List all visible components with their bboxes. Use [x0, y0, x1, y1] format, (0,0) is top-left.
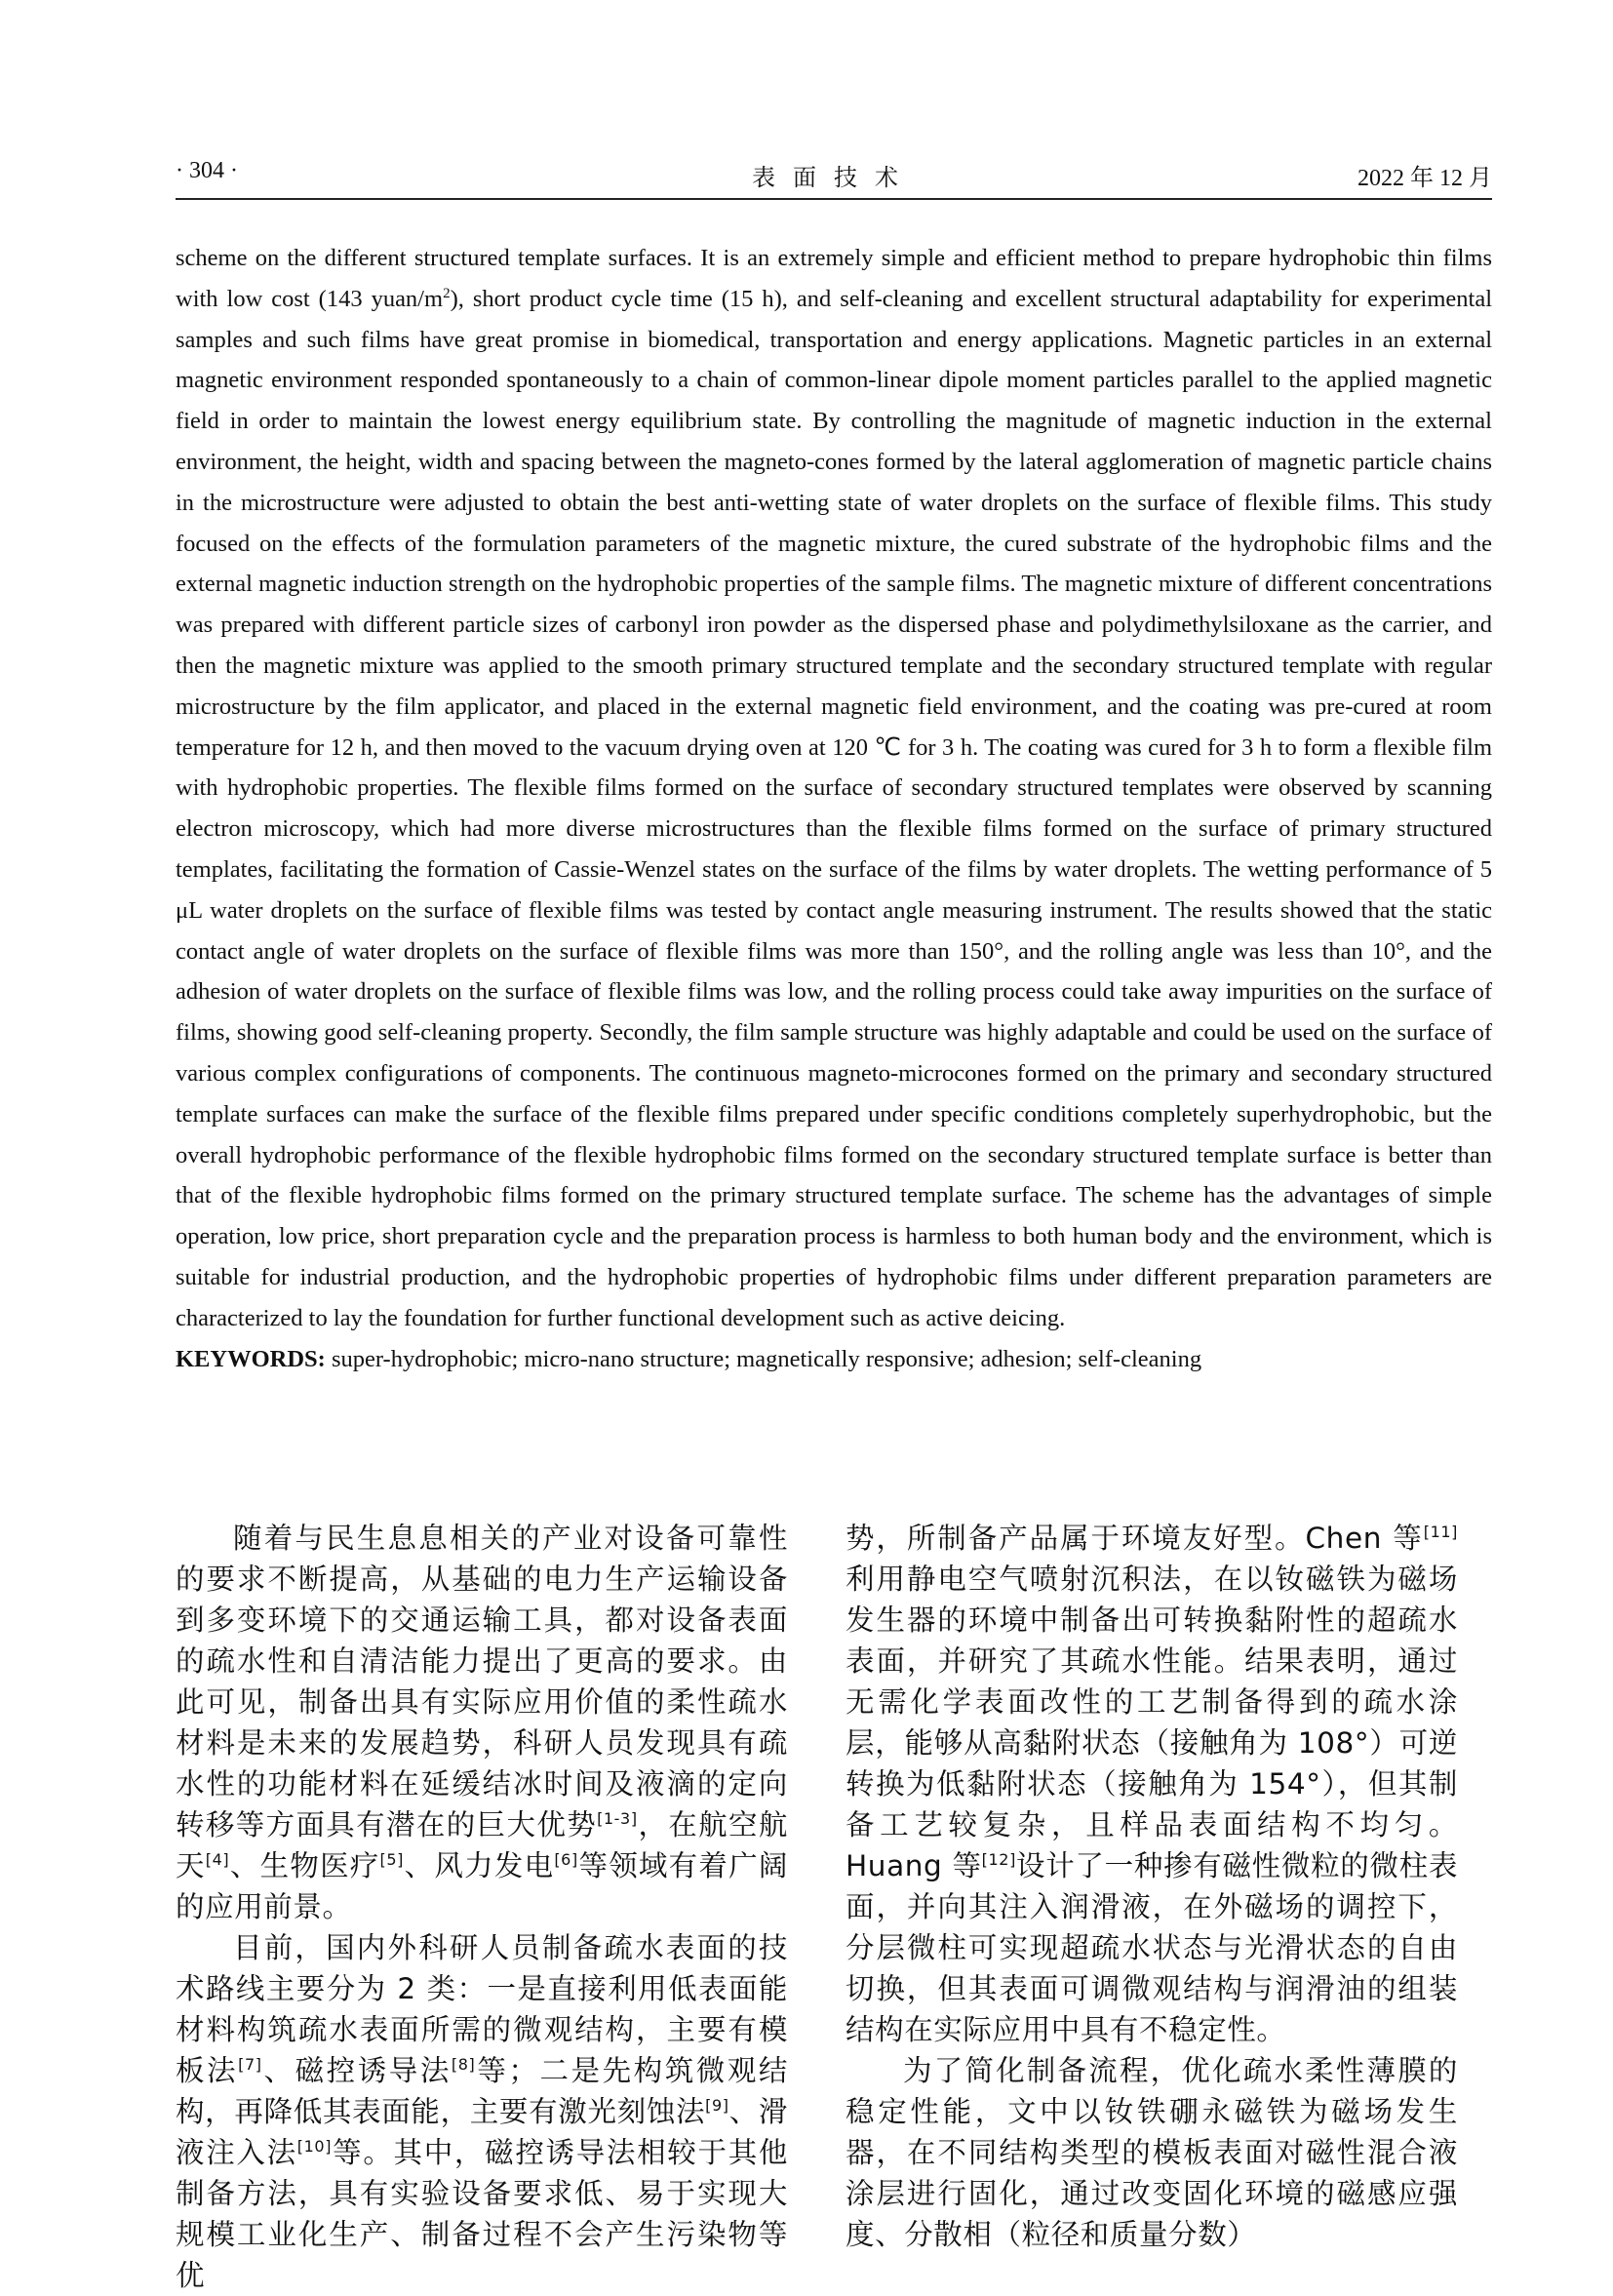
citation: [1-3] — [597, 1809, 638, 1829]
citation: [5] — [379, 1850, 405, 1870]
body-text: 设计了一种掺有磁性微粒的微柱表面，并向其注入润滑液，在外磁场的调控下，分层微柱可实现超疏水状态与光滑状态的自由切换，但其表面可调微观结构与润滑油的组装结构在实际应用中具有不稳定性。 — [846, 1849, 1458, 2046]
keywords-text: super-hydrophobic; micro-nano structure; magnetically responsive; adhesion; self-cleaning — [325, 1345, 1202, 1372]
body-text: 势，所制备产品属于环境友好型。Chen 等 — [846, 1522, 1424, 1555]
header-rule — [176, 198, 1492, 200]
citation: [12] — [981, 1850, 1016, 1870]
citation: [4] — [205, 1850, 230, 1870]
citation: [7] — [238, 2055, 262, 2075]
body-paragraph — [846, 1518, 1458, 2050]
abstract-text: scheme on the different structured template surfaces. It is an extremely simple and efficient method to prepare hydrophobic thin films with low cost (143 yuan/m — [176, 245, 1492, 312]
body-text: 、滑液注入法 — [176, 2095, 788, 2169]
citation: [11] — [1423, 1523, 1458, 1542]
keywords-label: KEYWORDS: — [176, 1345, 326, 1372]
citation: [8] — [451, 2055, 476, 2075]
citation: [6] — [554, 1850, 578, 1870]
issue-date: 2022 年 12 月 — [1357, 166, 1492, 191]
page-header — [176, 154, 1492, 199]
body-text: ，在航空航天 — [176, 1808, 788, 1882]
body-text: 等；二是先构筑微观结构，再降低其表面能，主要有激光刻蚀法 — [176, 2054, 788, 2128]
english-abstract — [176, 238, 1492, 1379]
citation: [10] — [296, 2137, 333, 2157]
right-column — [846, 1518, 1458, 2255]
body-paragraph — [176, 1927, 788, 2296]
keywords — [176, 1339, 1492, 1380]
body-text: 、风力发电 — [404, 1849, 555, 1882]
superscript: 2 — [443, 285, 451, 301]
journal-title: 表面技术 — [752, 166, 916, 191]
abstract-text: ), short product cycle time (15 h), and self-cleaning and excellent structural adaptability for experimental samples and such films have great promise in biomedical, transportation and energy applications. Magnetic particles in an external magnetic environment responded spontaneously to a chain of common-linear dipole moment particles parallel to the applied magnetic field in order to maintain the lowest energy equilibrium state. By controlling the magnitude of magnetic induction in the external environment, the height, width and spacing between the magneto-cones formed by the lateral agglomeration of magnetic particle chains in the microstructure were adjusted to obtain the best anti-wetting state of water droplets on the surface of flexible films. This study focused on the effects of the formulation parameters of the magnetic mixture, the cured substrate of the hydrophobic films and the external magnetic induction strength on the hydrophobic properties of the sample films. The magnetic mixture of different concentrations was prepared with different particle sizes of carbonyl iron powder as the dispersed phase and polydimethylsiloxane as the carrier, and then the magnetic mixture was applied to the smooth primary structured template and the secondary structured template with regular microstructure by the film applicator, and placed in the external magnetic field environment, and the coating was pre-cured at room temperature for 12 h, and then moved to the vacuum drying oven at 120 ℃ for 3 h. The coating was cured for 3 h to form a flexible film with hydrophobic properties. The flexible films formed on the surface of secondary structured templates were observed by scanning electron microscopy, which had more diverse microstructures than the flexible films formed on the surface of primary structured templates, facilitating the formation of Cassie-Wenzel states on the surface of the films by water droplets. The wetting performance of 5 μL water droplets on the surface of flexible films was tested by contact angle measuring instrument. The results showed that the static contact angle of water droplets on the surface of flexible films was more than 150°, and the rolling angle was less than 10°, and the adhesion of water droplets on the surface of flexible films was low, and the rolling process could take away impurities on the surface of films, showing good self-cleaning property. Secondly, the film sample structure was highly adaptable and could be used on the surface of various complex configurations of components. The continuous magneto-microcones formed on the primary and secondary structured template surfaces can make the surface of the flexible films prepared under specific conditions completely superhydrophobic, but the overall hydrophobic performance of the flexible hydrophobic films formed on the secondary structured template surface is better than that of the flexible hydrophobic films formed on the primary structured template surface. The scheme has the advantages of simple operation, low price, short preparation cycle and the preparation process is harmless to both human body and the environment, which is suitable for industrial production, and the hydrophobic properties of hydrophobic films under different preparation parameters are characterized to lay the foundation for further functional development such as active deicing. — [176, 285, 1493, 1331]
abstract-paragraph — [176, 238, 1492, 1339]
body-paragraph — [176, 1518, 788, 1927]
body-text: 等。其中，磁控诱导法相较于其他制备方法，具有实验设备要求低、易于实现大规模工业化生产、制备过程不会产生污染物等优 — [176, 2136, 788, 2292]
body-text: 随着与民生息息相关的产业对设备可靠性的要求不断提高，从基础的电力生产运输设备到多变环境下的交通运输工具，都对设备表面的疏水性和自清洁能力提出了更高的要求。由此可见，制备出具有实际应用价值的柔性疏水材料是未来的发展趋势，科研人员发现具有疏水性的功能材料在延缓结冰时间及液滴的定向转移等方面具有潜在的巨大优势 — [176, 1522, 788, 1841]
left-column — [176, 1518, 788, 2296]
body-paragraph: 为了简化制备流程，优化疏水柔性薄膜的稳定性能，文中以钕铁硼永磁铁为磁场发生器，在不同结构类型的模板表面对磁性混合液涂层进行固化，通过改变固化环境的磁感应强度、分散相（粒径和质量分数） — [846, 2054, 1458, 2251]
citation: [9] — [705, 2096, 729, 2116]
body-text: 利用静电空气喷射沉积法，在以钕磁铁为磁场发生器的环境中制备出可转换黏附性的超疏水表面，并研究了其疏水性能。结果表明，通过无需化学表面改性的工艺制备得到的疏水涂层，能够从高黏附状态（接触角为 108°）可逆转换为低黏附状态（接触角为 154°），但其制备工艺较复杂，且样品表面结构不均匀。Huang 等 — [846, 1563, 1458, 1882]
body-text: 目前，国内外科研人员制备疏水表面的技术路线主要分为 2 类：一是直接利用低表面能材料构筑疏水表面所需的微观结构，主要有模板法 — [176, 1931, 788, 2087]
body-text: 、磁控诱导法 — [261, 2054, 452, 2087]
page-number: · 304 · — [176, 158, 238, 183]
body-text: 、生物医疗 — [229, 1849, 380, 1882]
body-text: 等领域有着广阔的应用前景。 — [176, 1849, 788, 1923]
